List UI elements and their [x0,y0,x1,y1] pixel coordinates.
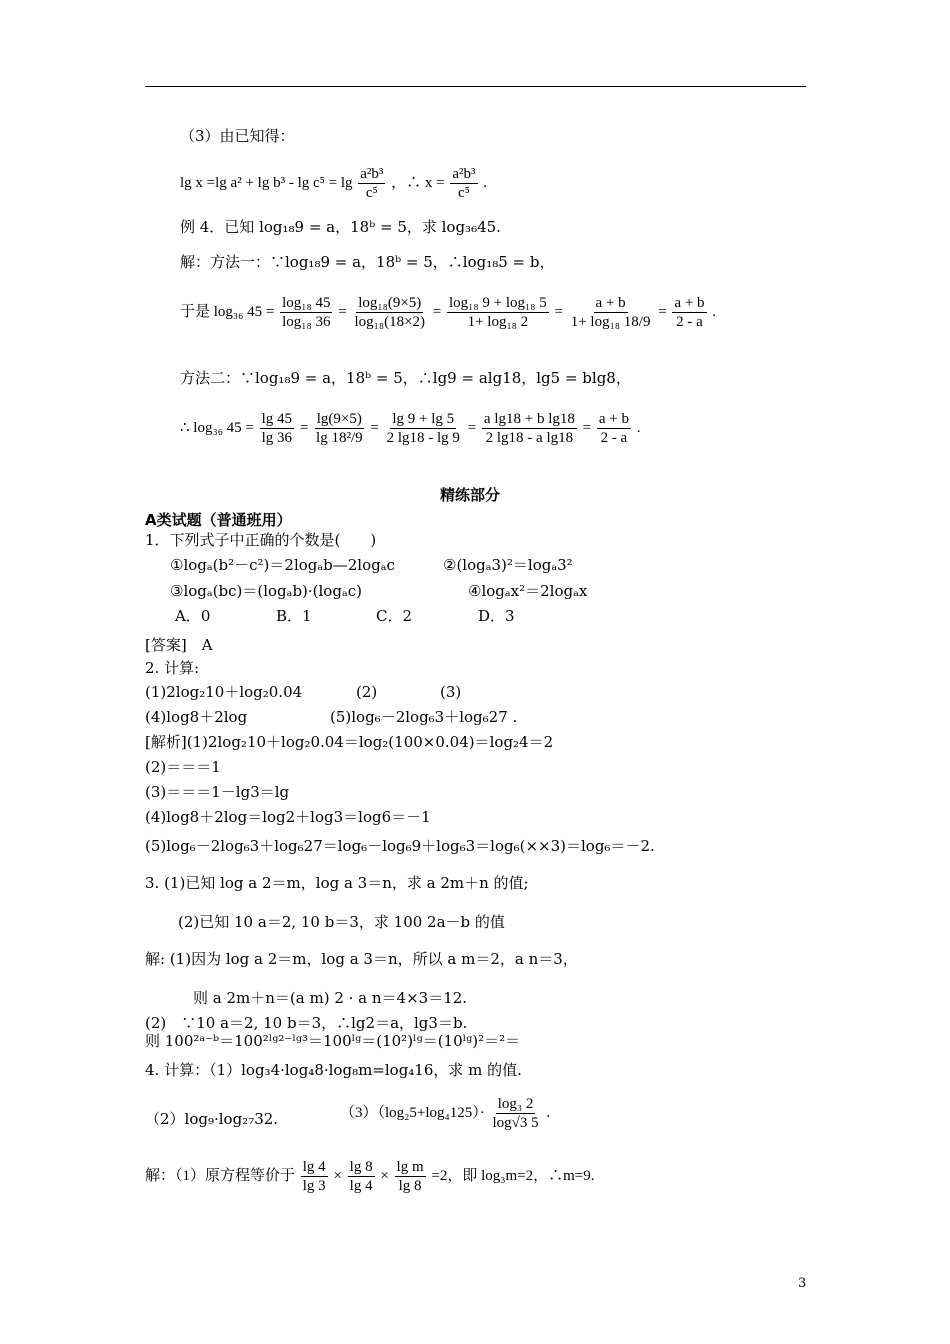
fraction [385,410,462,447]
numerator: a + b [598,411,629,427]
denominator: log₁₈ 36 [282,314,331,330]
eq-text: . [636,419,641,436]
denominator: lg 3 [302,1178,326,1194]
fraction [569,294,653,331]
section-title: 精练部分 [440,486,501,504]
denominator: 2 - a [676,314,703,330]
numerator: lg 9 + lg 5 [392,411,455,427]
fraction [348,1158,375,1195]
q1-choice-b: B．1 [276,607,312,625]
q1-option-2: ②(logₐ3)²＝logₐ3² [443,556,573,574]
fraction [314,410,365,447]
q4-item-3 [340,1095,550,1132]
denominator: c⁵ [365,185,378,201]
eq-text: = [299,419,309,436]
q2-item-3: (3) [440,683,462,701]
fraction [482,410,577,447]
question-2: 2. 计算: [145,659,200,677]
eq-text: （3）（log₂5+log₄125）· [340,1104,485,1121]
eq-text: × [380,1167,389,1184]
fraction [358,165,385,202]
q1-choice-a: A．0 [175,607,211,625]
denominator: log₁₈(18×2) [354,314,426,330]
q2-item-2: (2) [356,683,378,701]
fraction [672,294,706,331]
eq-text: . [546,1104,551,1121]
eq-text: = [338,303,347,320]
eq-text: 于是 log₃₆ 45 = [180,303,275,320]
part3-title: （3）由已知得： [180,127,295,145]
q1-choice-c: C．2 [376,607,413,625]
denominator: 2 lg18 - a lg18 [485,430,574,446]
eq-text: ∴ log₃₆ 45 = [180,419,254,436]
numerator: a lg18 + b lg18 [483,411,575,427]
fraction [447,294,549,331]
q2-item-5: (5)log₆－2log₆3＋log₆27 . [330,708,518,726]
q2-solution-4: (4)log8＋2log＝log2＋log3＝log6＝－1 [145,808,431,826]
numerator: lg 4 [302,1159,326,1175]
page-number: 3 [798,1276,807,1291]
denominator: 2 - a [600,430,628,446]
fraction [352,294,427,331]
q2-solution-5: (5)log₆－2log₆3＋log₆27＝log₆－log₆9＋log₆3＝log₆(××3)＝log₆＝－2. [145,837,655,855]
numerator: a²b³ [360,166,384,182]
q2-item-1: (1)2log₂10＋log₂0.04 [145,683,303,701]
question-3-part-1: 3. (1)已知 log a 2＝m，log a 3＝n，求 a 2m＋n 的值; [145,874,529,892]
eq-text: = [658,303,667,320]
q2-solution-2: (2)＝＝＝1 [145,758,221,776]
eq-text: = [432,303,442,320]
denominator: lg 8 [398,1178,422,1194]
eq-text: . [483,174,488,191]
q1-choice-d: D．3 [478,607,515,625]
header-rule [145,86,806,87]
q3-solution-1: 解: (1)因为 log a 2＝m，log a 3＝n，所以 a m＝2，a n＝3， [145,950,578,968]
eq-text: = [467,419,477,436]
denominator: lg 4 [349,1178,373,1194]
question-4: 4. 计算：（1）log₃4·log₄8·log₈m=log₄16，求 m 的值. [145,1061,522,1079]
part3-equation [180,165,487,202]
numerator: lg(9×5) [316,411,362,427]
q1-option-1: ①logₐ(b²－c²)＝2logₐb—2logₐc [170,556,395,574]
numerator: log₁₈ 45 [282,295,331,311]
eq-text: = [554,303,563,320]
eq-text: ，∴ x = [391,174,445,191]
fraction [301,1158,328,1195]
eq-text: × [333,1167,342,1184]
fraction [491,1095,541,1132]
q4-solution [145,1158,595,1195]
subsection-title: A类试题（普通班用） [145,511,292,529]
q2-solution-1: [解析](1)2log₂10＋log₂0.04＝log₂(100×0.04)＝log₂4＝2 [145,733,554,751]
eq-text: 解：（1）原方程等价于 [145,1167,296,1184]
q3-solution-2: 则 a 2m＋n＝(a m) 2 · a n＝4×3＝12. [193,989,468,1007]
eq-text: =2，即 log₃m=2，∴m=9. [431,1167,595,1184]
q4-item-2: （2）log₉·log₂₇32. [145,1110,279,1128]
denominator: lg 18²/9 [316,430,363,446]
denominator: 2 lg18 - lg 9 [386,430,460,446]
fraction [280,294,332,331]
numerator: a + b [595,295,626,311]
solution-method-2: 方法二：∵log₁₈9 = a，18ᵇ = 5，∴lg9 = alg18，lg5 = blg8， [180,369,631,387]
example-4: 例 4．已知 log₁₈9 = a，18ᵇ = 5，求 log₃₆45. [180,218,501,236]
fraction [450,165,477,202]
q1-answer: [答案] A [145,636,213,654]
question-3-part-2: (2)已知 10 a＝2, 10 b＝3，求 100 2a－b 的值 [178,913,505,931]
fraction [260,410,294,447]
fraction [395,1158,426,1195]
eq-text: . [712,303,717,320]
numerator: log₁₈ 9 + log₁₈ 5 [449,295,547,311]
numerator: lg 8 [349,1159,373,1175]
numerator: a + b [674,295,705,311]
denominator: 1+ log₁₈ 2 [467,314,529,330]
eq-text: lg x =lg a² + lg b³ - lg c⁵ = lg [180,174,353,191]
denominator: lg 36 [261,430,293,446]
eq-text: = [370,419,379,436]
numerator: a²b³ [452,166,476,182]
numerator: lg 45 [261,411,293,427]
denominator: c⁵ [458,185,470,201]
solution-method-1: 解：方法一：∵log₁₈9 = a，18ᵇ = 5，∴log₁₈5 = b， [180,253,555,271]
denominator: log√3 5 [492,1115,539,1131]
q2-solution-3: (3)＝＝＝1－lg3＝lg [145,783,290,801]
numerator: log₃ 2 [497,1096,534,1112]
method1-equation [180,294,716,331]
numerator: lg m [396,1159,424,1175]
eq-text: = [582,419,592,436]
fraction [597,410,631,447]
numerator: log₁₈(9×5) [358,295,422,311]
question-1: 1．下列式子中正确的个数是( ) [145,531,377,549]
q2-item-4: (4)log8＋2log [145,708,248,726]
q3-solution-3: (2) ∵10 a＝2, 10 b＝3，∴lg2＝a，lg3＝b. [145,1014,468,1032]
q1-option-3: ③logₐ(bc)＝(logₐb)·(logₐc) [170,582,362,600]
method2-equation [180,410,640,447]
q1-option-4: ④logₐx²＝2logₐx [468,582,588,600]
denominator: 1+ log₁₈ 18/9 [570,314,651,330]
q3-solution-4: 则 100²ᵃ⁻ᵇ＝100²ˡᵍ²⁻ˡᵍ³＝100ˡᵍ＝(10²)ˡᵍ＝(10ˡᵍ)²＝²＝ [145,1032,521,1050]
